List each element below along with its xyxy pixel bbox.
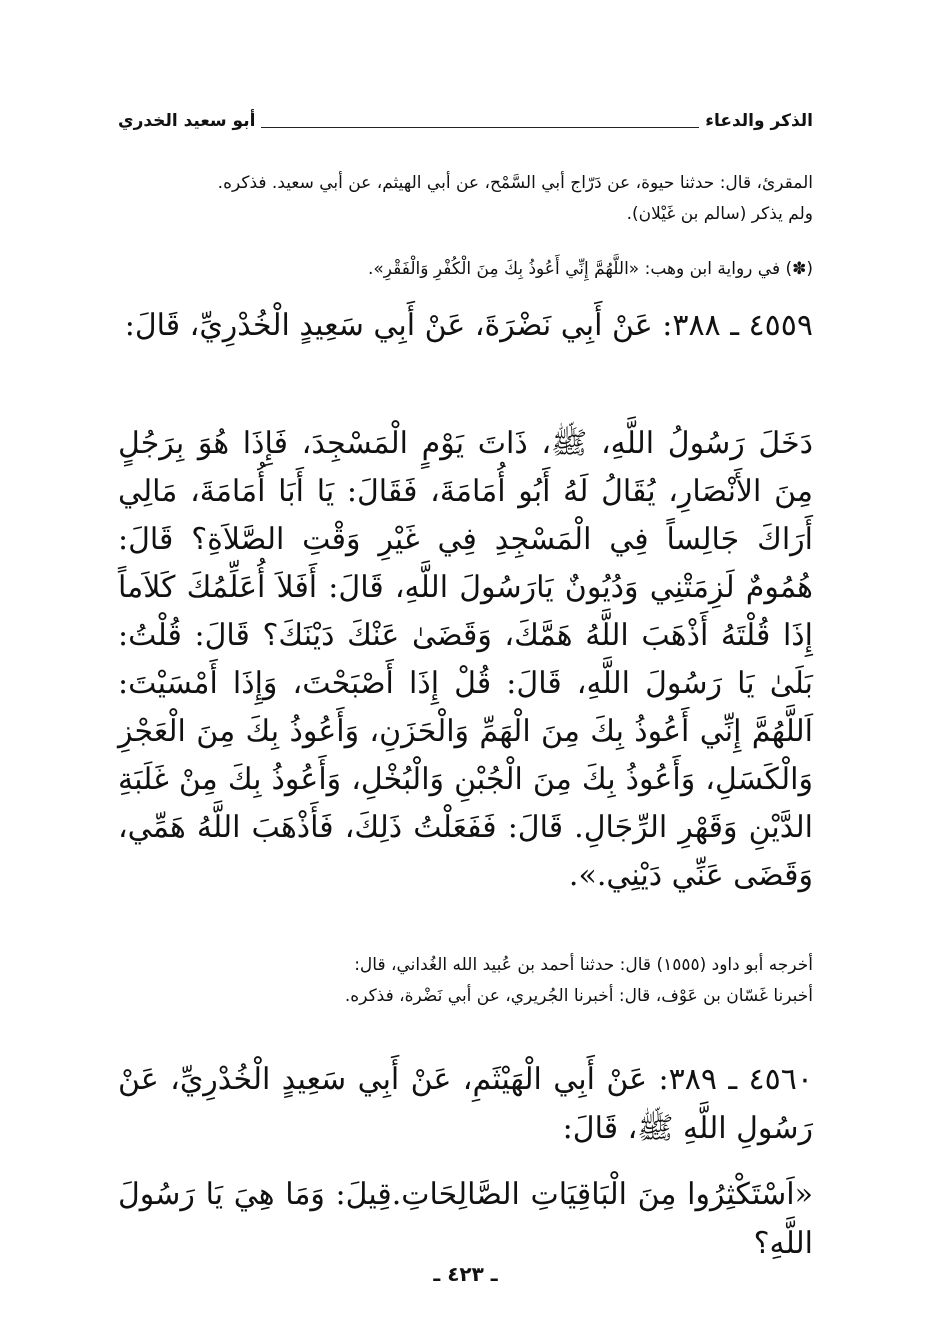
continued-takhrij-note (118, 168, 813, 230)
hadith-body: «اَسْتَكْثِرُوا مِنَ الْبَاقِيَاتِ الصَّالِحَاتِ.قِيلَ: وَمَا هِيَ يَا رَسُولَ اللَّهِ؟ (118, 1177, 813, 1261)
footnote: (✽) في رواية ابن وهب: «اللَّهُمَّ إِنِّي أَعُوذُ بِكَ مِنَ الْكُفْرِ وَالْفَقْرِ». (367, 259, 813, 279)
running-header (118, 104, 813, 138)
hadith-heading: ٤٥٦٠ ـ ٣٨٩: عَنْ أَبِي الْهَيْثَمِ، عَنْ أَبِي سَعِيدٍ الْخُدْرِيِّ، عَنْ رَسُولِ اللَّهِ ﷺ، قَالَ: (118, 1062, 813, 1146)
takhrij-line: أخبرنا غَسّان بن عَوْف، قال: أخبرنا الجُريري، عن أبي نَضْرة، فذكره. (344, 986, 813, 1006)
hadith-body: دَخَلَ رَسُولُ اللَّهِ، ﷺ، ذَاتَ يَوْمٍ الْمَسْجِدَ، فَإِذَا هُوَ بِرَجُلٍ مِنَ الأَنْصَارِ، يُقَالُ لَهُ أَبُو أُمَامَةَ، فَقَالَ: يَا أَبَا أُمَامَةَ، مَالِي أَرَاكَ جَالِساً فِي الْمَسْجِدِ فِي غَيْرِ وَقْتِ الصَّلاَةِ؟ قَالَ: هُمُومٌ لَزِمَتْنِي وَدُيُونٌ يَارَسُولَ اللَّهِ، قَالَ: أَفَلاَ أُعَلِّمُكَ كَلاَماً إِذَا قُلْتَهُ أَذْهَبَ اللَّهُ هَمَّكَ، وَقَضَىٰ عَنْكَ دَيْنَكَ؟ قَالَ: قُلْتُ: بَلَىٰ يَا رَسُولَ اللَّهِ، قَالَ: قُلْ إِذَا أَصْبَحْتَ، وَإِذَا أَمْسَيْتَ: اَللَّهُمَّ إِنِّي أَعُوذُ بِكَ مِنَ الْهَمِّ وَالْحَزَنِ، وَأَعُوذُ بِكَ مِنَ الْعَجْزِ وَالْكَسَلِ، وَأَعُوذُ بِكَ مِنَ الْجُبْنِ وَالْبُخْلِ، وَأَعُوذُ بِكَ مِنْ غَلَبَةِ الدَّيْنِ وَقَهْرِ الرِّجَالِ. قَالَ: فَفَعَلْتُ ذَلِكَ، فَأَذْهَبَ اللَّهُ هَمِّي، وَقَضَى عَنِّي دَيْنِي.». (118, 426, 813, 893)
header-rule (261, 115, 699, 128)
takhrij-line: أخرجه أبو داود (١٥٥٥) قال: حدثنا أحمد بن عُبيد الله الغُداني، قال: (354, 955, 813, 975)
takhrij-note (118, 950, 813, 1012)
chapter-title: الذكر والدعاء (705, 111, 813, 131)
note-line: ولم يذكر (سالم بن غَيْلان). (626, 204, 813, 224)
page-number: ـ ٤٢٣ ـ (433, 1262, 498, 1286)
narrator-title: أبو سعيد الخدري (118, 111, 256, 131)
note-line: المقرئ، قال: حدثنا حيوة، عن دَرّاج أبي السَّمْح، عن أبي الهيثم، عن أبي سعيد. فذكره. (217, 173, 813, 193)
hadith-heading: ٤٥٥٩ ـ ٣٨٨: عَنْ أَبِي نَضْرَةَ، عَنْ أَبِي سَعِيدٍ الْخُدْرِيِّ، قَالَ: (124, 308, 813, 343)
